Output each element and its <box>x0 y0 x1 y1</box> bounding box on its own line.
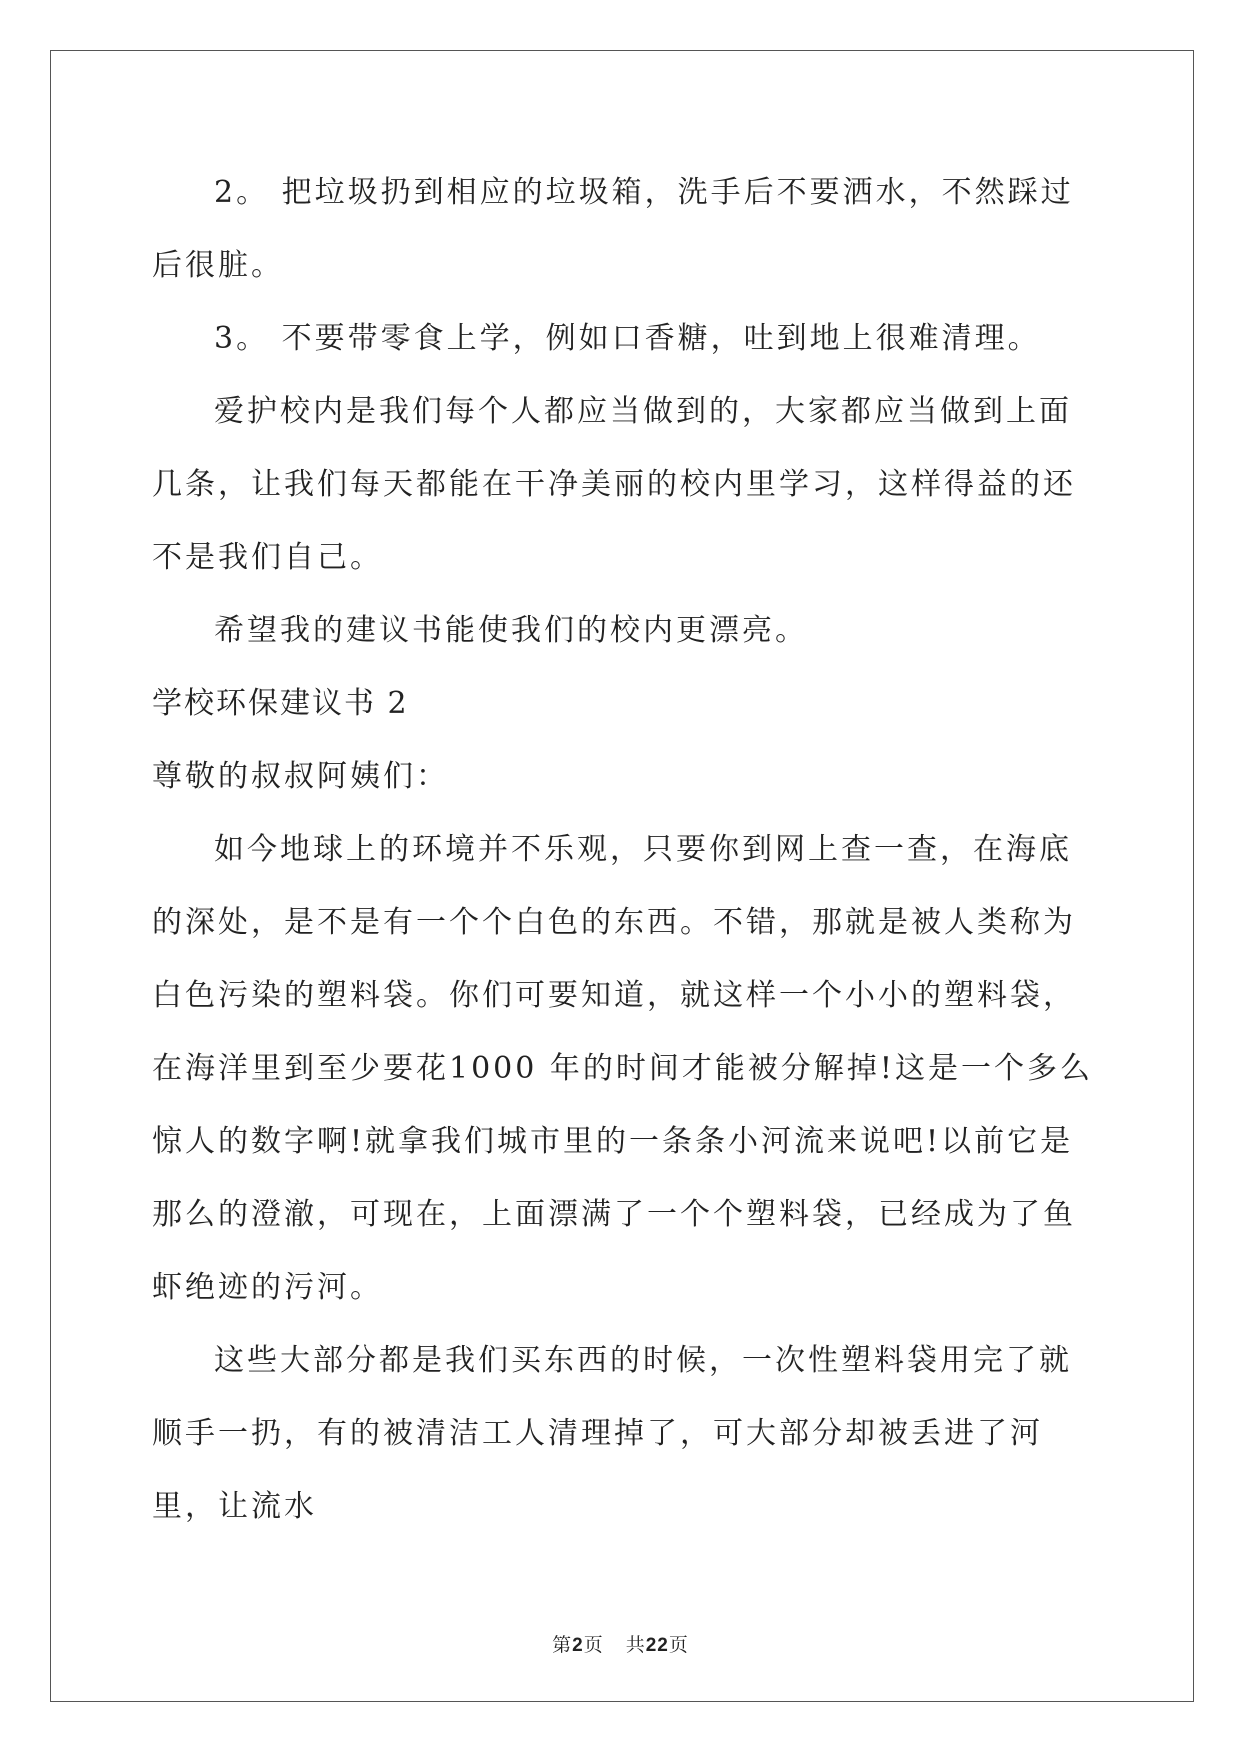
section-heading: 学校环保建议书 2 <box>152 686 409 721</box>
page-number: 2 <box>572 1635 584 1656</box>
total-unit: 页 <box>668 1634 689 1656</box>
paragraph-item-3: 3。 不要带零食上学，例如口香糖，吐到地上很难清理。 <box>214 321 1041 356</box>
page-unit: 页 <box>583 1634 604 1656</box>
salutation: 尊敬的叔叔阿姨们： <box>152 759 449 794</box>
page-prefix: 第 <box>552 1634 573 1656</box>
paragraph-care-campus: 爱护校内是我们每个人都应当做到的，大家都应当做到上面几条，让我们每天都能在干净美丽的校内里学习，这样得益的还不是我们自己。 <box>152 394 1076 575</box>
paragraph-environment: 如今地球上的环境并不乐观，只要你到网上查一查，在海底的深处，是不是有一个个白色的东西。不错，那就是被人类称为白色污染的塑料袋。你们可要知道，就这样一个小小的塑料袋，在海洋里到至少要花1000 年的时间才能被分解掉!这是一个多么惊人的数字啊!就拿我们城市里的一条条小河流来说吧!以前它是那么的澄澈，可现在，上面漂满了一个个塑料袋，已经成为了鱼虾绝迹的污河。 <box>152 832 1093 1305</box>
document-body <box>152 156 1096 1543</box>
total-pages: 22 <box>645 1635 669 1656</box>
paragraph-plastic-bags: 这些大部分都是我们买东西的时候，一次性塑料袋用完了就顺手一扔，有的被清洁工人清理掉了，可大部分却被丢进了河里，让流水 <box>152 1343 1072 1524</box>
page-footer <box>0 1630 1241 1657</box>
total-prefix: 共 <box>625 1634 646 1656</box>
paragraph-hope: 希望我的建议书能使我们的校内更漂亮。 <box>214 613 808 648</box>
paragraph-item-2: 2。 把垃圾扔到相应的垃圾箱，洗手后不要洒水，不然踩过后很脏。 <box>152 175 1074 283</box>
